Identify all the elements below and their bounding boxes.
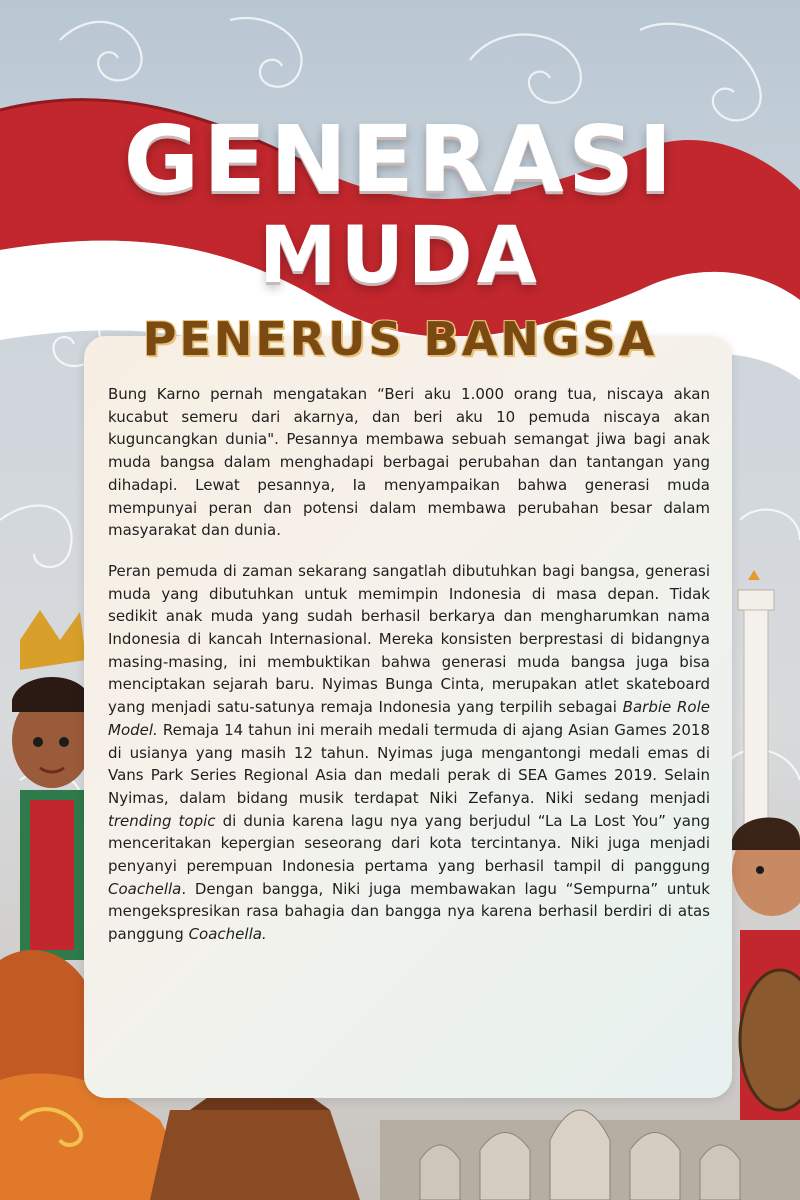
subtitle-penerus-bangsa: PENERUS BANGSA: [142, 312, 658, 366]
paragraph-2: [108, 560, 710, 946]
paragraph-2-part-4: . Dengan bangga, Niki juga membawakan lagu “Sempurna” untuk mengekspresikan rasa bahagia dan bangga nya karena berhasil berdiri di atas panggung: [108, 879, 710, 944]
musician-illustration: [732, 818, 800, 1121]
italic-coachella-2: Coachella.: [188, 925, 267, 944]
italic-barbie-role-model: Barbie Role Model.: [108, 698, 710, 739]
paragraph-2-part-2: Remaja 14 tahun ini meraih medali termuda di ajang Asian Games 2018 di usianya yang masih 12 tahun. Nyimas juga mengantongi medali emas di Vans Park Series Regional Asia dan medali perak di SEA Games 2019. Selain Nyimas, dalam bidang musik terdapat Niki Zefanya. Niki sedang menjadi: [108, 720, 710, 807]
italic-trending-topic: trending topic: [108, 811, 216, 830]
paragraph-2-part-3: di dunia karena lagu nya yang berjudul “La La Lost You” yang menceritakan kepergian seseorang dari kota tercintanya. Niki juga menjadi penyanyi perempuan Indonesia pertama yang berhasil tampil di panggung: [108, 811, 711, 876]
article-body: [108, 383, 710, 946]
title-generasi: GENERASI: [123, 106, 677, 213]
title-block: [0, 106, 800, 301]
title-muda: MUDA: [258, 211, 542, 301]
paragraph-1: Bung Karno pernah mengatakan “Beri aku 1.000 orang tua, niscaya akan kucabut semeru dari akarnya, dan beri aku 10 pemuda niscaya akan kuguncangkan dunia". Pesannya membawa sebuah semangat jiwa bagi anak muda bangsa dalam menghadapi berbagai perubahan dan tantangan yang dihadapi. Lewat pesannya, Ia menyampaikan bahwa generasi muda mempunyai peran dan potensi dalam membawa perubahan besar dalam masyarakat dan dunia.: [108, 385, 710, 540]
dancer-illustration: [0, 610, 92, 1080]
paragraph-2-part-1: Peran pemuda di zaman sekarang sangatlah dibutuhkan bagi bangsa, generasi muda yang dibutuhkan untuk memimpin Indonesia di masa depan. Tidak sedikit anak muda yang sudah berhasil berkarya dan mengharumkan nama Indonesia di kancah Internasional. Mereka konsisten berprestasi di bidangnya masing-masing, ini membuktikan bahwa generasi muda bangsa juga bisa menciptakan sejarah baru. Nyimas Bunga Cinta, merupakan atlet skateboard yang menjadi satu-satunya remaja Indonesia yang terpilih sebagai: [108, 561, 710, 717]
italic-coachella-1: Coachella: [108, 879, 182, 898]
